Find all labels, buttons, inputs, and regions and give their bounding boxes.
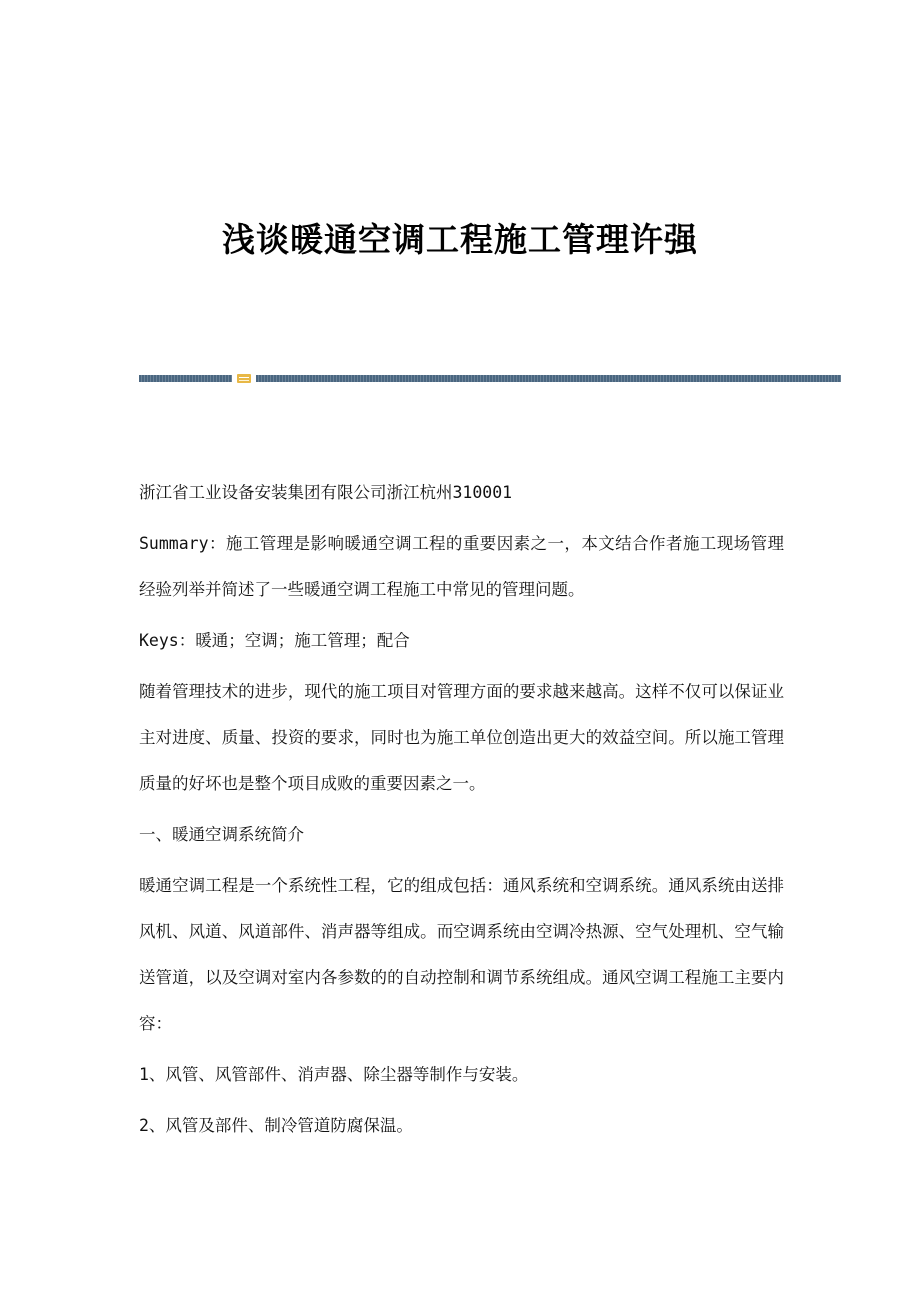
list-item: 1、风管、风管部件、消声器、除尘器等制作与安装。	[139, 1065, 529, 1084]
list-item: 2、风管及部件、制冷管道防腐保温。	[139, 1116, 413, 1135]
divider-bar-right	[256, 375, 841, 382]
intro-paragraph: 随着管理技术的进步，现代的施工项目对管理方面的要求越来越高。这样不仅可以保证业主对进度、质量、投资的要求，同时也为施工单位创造出更大的效益空间。所以施工管理质量的好坏也是整个项目成败的重要因素之一。	[139, 682, 784, 793]
section-heading: 一、暖通空调系统简介	[139, 825, 304, 844]
document-title: 浅谈暖通空调工程施工管理许强	[222, 220, 698, 259]
title-divider	[139, 374, 841, 383]
document-body	[139, 470, 784, 1149]
divider-bar-left	[139, 375, 232, 382]
affiliation: 浙江省工业设备安装集团有限公司浙江杭州310001	[139, 483, 513, 502]
summary-paragraph: Summary：施工管理是影响暖通空调工程的重要因素之一，本文结合作者施工现场管理经验列举并简述了一些暖通空调工程施工中常见的管理问题。	[139, 534, 784, 599]
envelope-ornament-icon	[237, 374, 251, 383]
section-paragraph: 暖通空调工程是一个系统性工程，它的组成包括：通风系统和空调系统。通风系统由送排风机、风道、风道部件、消声器等组成。而空调系统由空调冷热源、空气处理机、空气输送管道，以及空调对室内各参数的的自动控制和调节系统组成。通风空调工程施工主要内容：	[139, 876, 784, 1033]
keywords-line: Keys：暖通；空调；施工管理；配合	[139, 631, 410, 650]
